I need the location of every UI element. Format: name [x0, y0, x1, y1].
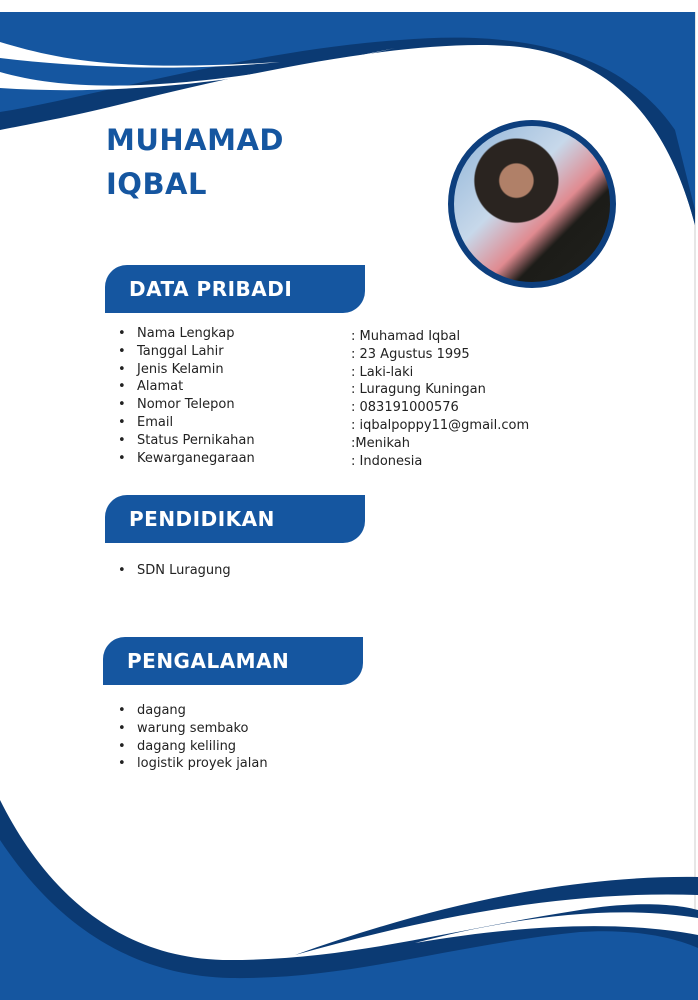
section-header-pendidikan: PENDIDIKAN [105, 495, 365, 543]
profile-photo [448, 120, 616, 288]
list-item: • logistik proyek jalan [118, 755, 268, 773]
full-name [106, 118, 284, 206]
label-item: • Kewarganegaraan [118, 450, 255, 468]
list-item: • SDN Luragung [118, 562, 231, 580]
personal-data-values [351, 328, 529, 470]
value-item: : Indonesia [351, 453, 423, 469]
label-item: • Status Pernikahan [118, 432, 255, 450]
label-item: • Tanggal Lahir [118, 343, 255, 361]
label-item: • Jenis Kelamin [118, 361, 255, 379]
value-item: : Luragung Kuningan [351, 382, 486, 398]
value-item: : 083191000576 [351, 400, 459, 416]
name-first: MUHAMAD [106, 123, 284, 157]
personal-data-labels [118, 325, 255, 467]
value-item: : Muhamad Iqbal [351, 329, 461, 344]
value-item: : iqbalpoppy11@gmail.com [351, 417, 530, 433]
label-item: • Nomor Telepon [118, 396, 255, 414]
list-item: • dagang [118, 702, 268, 720]
section-header-data-pribadi: DATA PRIBADI [105, 265, 365, 313]
education-list [118, 562, 231, 580]
value-item: : 23 Agustus 1995 [351, 346, 470, 362]
list-item: • warung sembako [118, 720, 268, 738]
section-header-pengalaman: PENGALAMAN [103, 637, 363, 685]
experience-list [118, 702, 268, 773]
label-item: • Email [118, 414, 255, 432]
list-item: • dagang keliling [118, 738, 268, 756]
name-last: IQBAL [106, 167, 207, 201]
value-item: : Laki-laki [351, 364, 414, 380]
value-item: :Menikah [351, 435, 410, 451]
label-item: • Nama Lengkap [118, 325, 255, 343]
label-item: • Alamat [118, 378, 255, 396]
